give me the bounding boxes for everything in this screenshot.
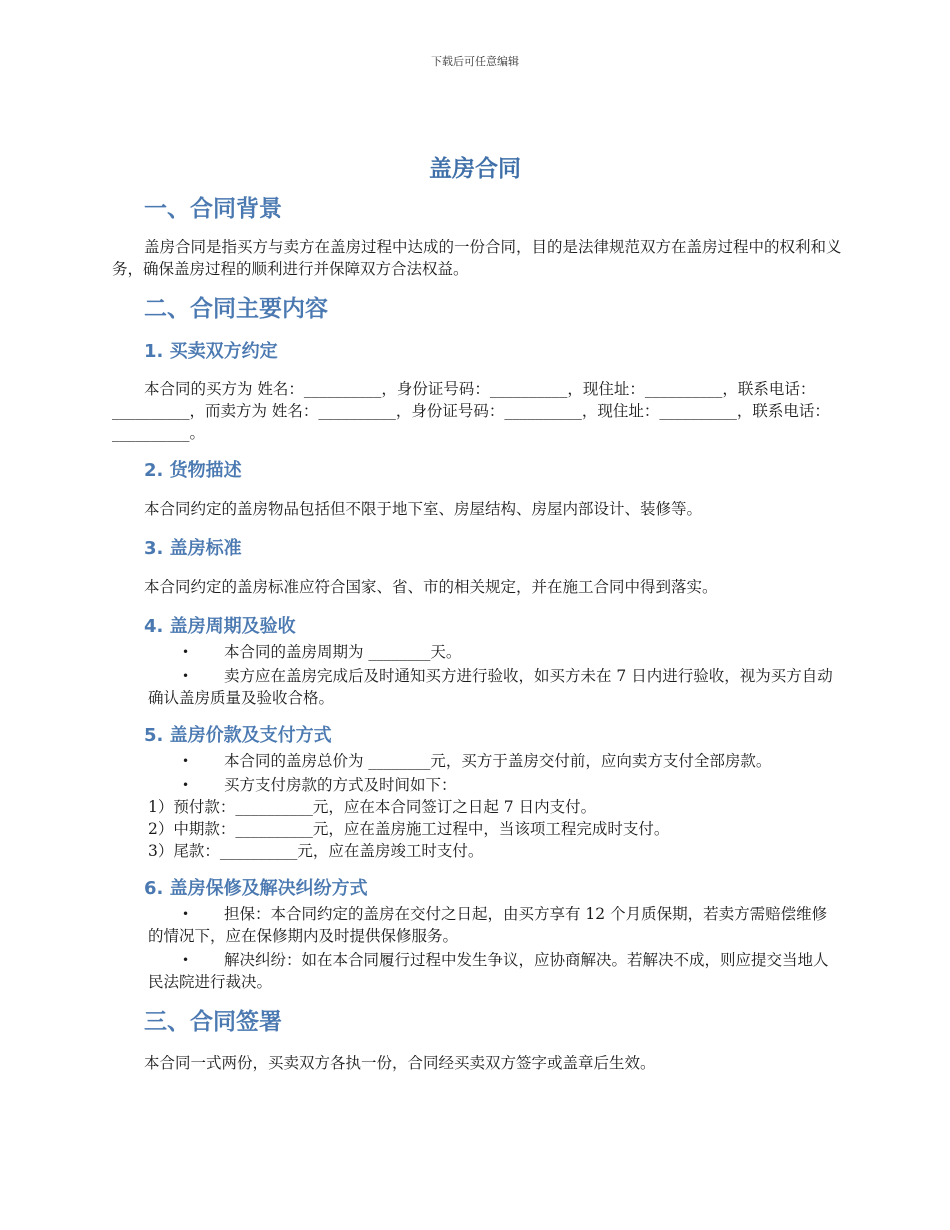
subheading-parties: 1. 买卖双方约定 bbox=[144, 341, 278, 362]
warranty-bullet-text: 担保：本合同约定的盖房在交付之日起，由买方享有 12 个月质保期，若卖方需赔偿维修的情况下，应在保修期内及时提供保修服务。 bbox=[148, 905, 828, 945]
section-heading-background: 一、合同背景 bbox=[144, 196, 282, 222]
section-heading-main-content: 二、合同主要内容 bbox=[144, 296, 328, 322]
header-note: 下载后可任意编辑 bbox=[431, 55, 519, 68]
price-bullet-text: 本合同的盖房总价为 ________元，买方于盖房交付前，应向卖方支付全部房款。 bbox=[224, 752, 772, 770]
subheading-period: 4. 盖房周期及验收 bbox=[144, 616, 296, 637]
bullet-icon: • bbox=[182, 907, 190, 921]
goods-paragraph: 本合同约定的盖房物品包括但不限于地下室、房屋结构、房屋内部设计、装修等。 bbox=[144, 500, 703, 518]
document-body bbox=[112, 192, 842, 1074]
list-item bbox=[148, 949, 842, 993]
bullet-icon: • bbox=[182, 754, 190, 768]
payment-line-advance: 1）预付款：__________元，应在本合同签订之日起 7 日内支付。 bbox=[148, 798, 597, 816]
document-title: 盖房合同 bbox=[429, 156, 521, 182]
subheading-standard: 3. 盖房标准 bbox=[144, 538, 242, 559]
section-heading-signing: 三、合同签署 bbox=[144, 1009, 282, 1035]
bullet-icon: • bbox=[182, 953, 190, 967]
subheading-payment: 5. 盖房价款及支付方式 bbox=[144, 725, 332, 746]
bullet-icon: • bbox=[182, 645, 190, 659]
period-bullet-text: 本合同的盖房周期为 ________天。 bbox=[224, 643, 462, 661]
list-item bbox=[148, 903, 842, 947]
subheading-warranty: 6. 盖房保修及解决纠纷方式 bbox=[144, 878, 368, 899]
list-item bbox=[148, 750, 842, 772]
payment-method-bullet-text: 买方支付房款的方式及时间如下： bbox=[224, 776, 457, 794]
subheading-goods: 2. 货物描述 bbox=[144, 460, 242, 481]
bullet-icon: • bbox=[182, 778, 190, 792]
signing-paragraph: 本合同一式两份，买卖双方各执一份，合同经买卖双方签字或盖章后生效。 bbox=[144, 1054, 656, 1072]
parties-paragraph: 本合同的买方为 姓名：__________，身份证号码：__________，现住址：__________，联系电话：__________，而卖方为 姓名：__________，身份证号码：__________，现住址：__________，联系电话：__________。 bbox=[112, 380, 830, 442]
list-item bbox=[148, 665, 842, 709]
background-paragraph: 盖房合同是指买方与卖方在盖房过程中达成的一份合同，目的是法律规范双方在盖房过程中的权利和义务，确保盖房过程的顺利进行并保障双方合法权益。 bbox=[112, 238, 842, 278]
standard-paragraph: 本合同约定的盖房标准应符合国家、省、市的相关规定，并在施工合同中得到落实。 bbox=[144, 578, 718, 596]
bullet-icon: • bbox=[182, 669, 190, 683]
payment-line-midterm: 2）中期款：__________元，应在盖房施工过程中，当该项工程完成时支付。 bbox=[148, 820, 670, 838]
list-item bbox=[148, 774, 842, 796]
list-item bbox=[148, 641, 842, 663]
payment-line-final: 3）尾款：__________元，应在盖房竣工时支付。 bbox=[148, 842, 484, 860]
dispute-bullet-text: 解决纠纷：如在本合同履行过程中发生争议，应协商解决。若解决不成，则应提交当地人民法院进行裁决。 bbox=[148, 951, 829, 991]
acceptance-bullet-text: 卖方应在盖房完成后及时通知买方进行验收，如买方未在 7 日内进行验收，视为买方自动确认盖房质量及验收合格。 bbox=[148, 667, 833, 707]
